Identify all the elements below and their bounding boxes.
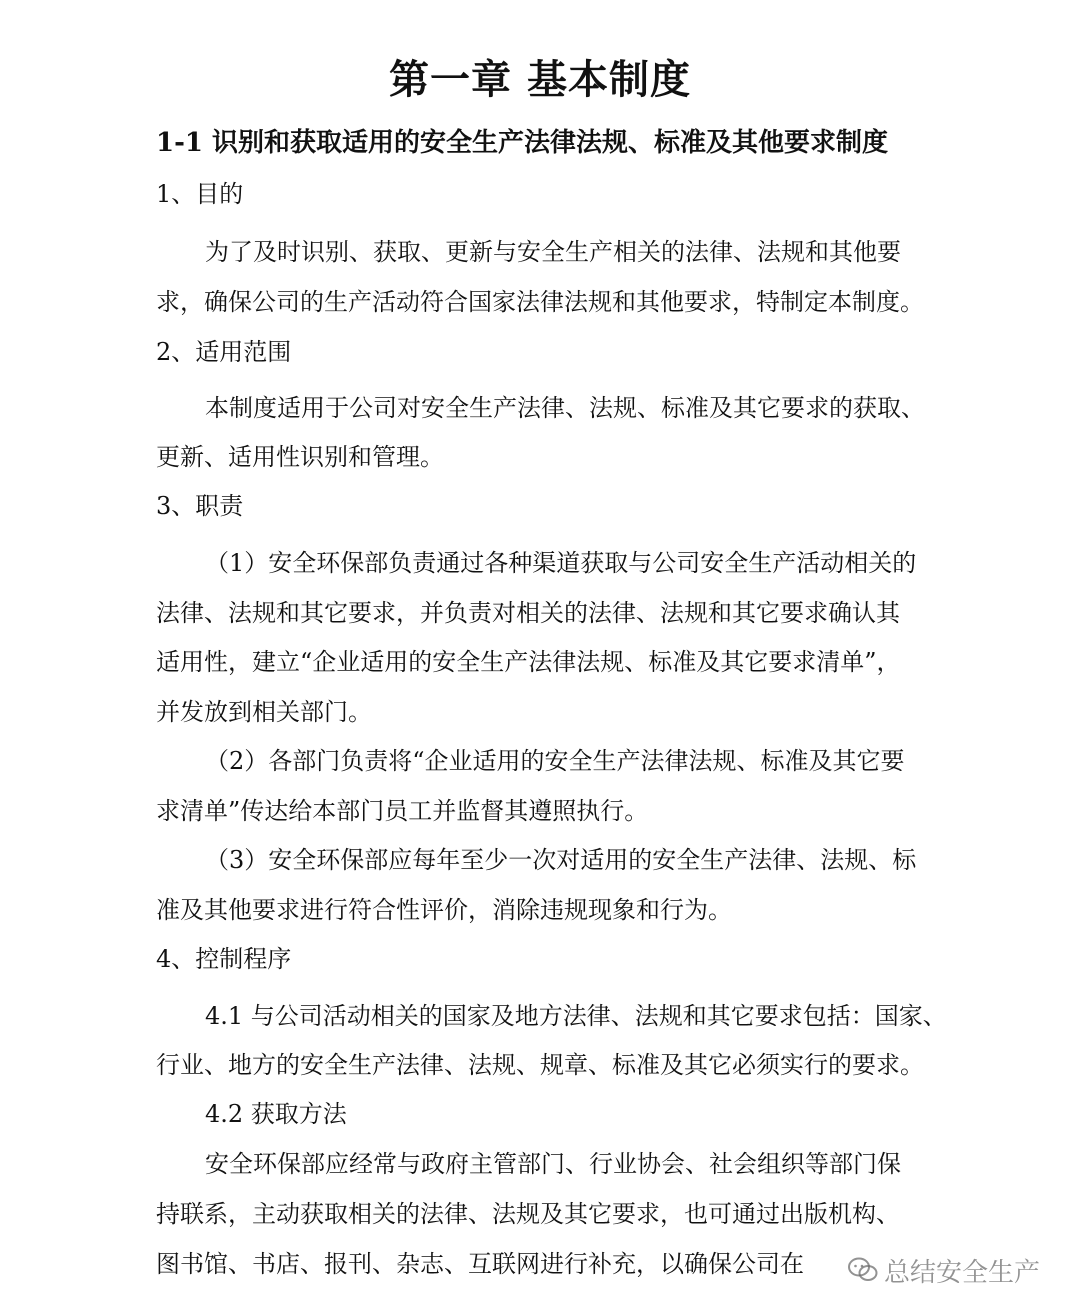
paragraph-line: 行业、地方的安全生产法律、法规、规章、标准及其它必须实行的要求。 (156, 1051, 924, 1079)
paragraph-line: 安全环保部应经常与政府主管部门、行业协会、社会组织等部门保 (205, 1150, 901, 1178)
paragraph-line: 更新、适用性识别和管理。 (156, 443, 444, 471)
watermark-text: 总结安全生产 (884, 1257, 1041, 1288)
paragraph-line: 求，确保公司的生产活动符合国家法律法规和其他要求，特制定本制度。 (156, 288, 924, 316)
paragraph-line: 求清单”传达给本部门员工并监督其遵照执行。 (156, 797, 649, 825)
subheading-acquisition: 4.2 获取方法 (205, 1100, 347, 1128)
paragraph-line: 适用性，建立“企业适用的安全生产法律法规、标准及其它要求清单”， (156, 648, 901, 676)
watermark (848, 1248, 1040, 1292)
chapter-title: 第一章 基本制度 (389, 56, 691, 103)
paragraph-line: （3）安全环保部应每年至少一次对适用的安全生产法律、法规、标 (205, 846, 917, 874)
heading-control-procedure: 4、控制程序 (156, 945, 292, 973)
heading-responsibility: 3、职责 (156, 492, 244, 520)
wechat-icon (848, 1257, 878, 1283)
paragraph-line: 准及其他要求进行符合性评价，消除违规现象和行为。 (156, 896, 732, 924)
paragraph-line: 4.1 与公司活动相关的国家及地方法律、法规和其它要求包括：国家、 (205, 1002, 947, 1030)
heading-purpose: 1、目的 (156, 180, 244, 208)
paragraph-line: 为了及时识别、获取、更新与安全生产相关的法律、法规和其他要 (205, 238, 901, 266)
paragraph-line: 图书馆、书店、报刊、杂志、互联网进行补充，以确保公司在 (156, 1250, 804, 1278)
paragraph-line: （1）安全环保部负责通过各种渠道获取与公司安全生产活动相关的 (205, 549, 917, 577)
paragraph-line: 法律、法规和其它要求，并负责对相关的法律、法规和其它要求确认其 (156, 599, 900, 627)
paragraph-line: 持联系，主动获取相关的法律、法规及其它要求，也可通过出版机构、 (156, 1200, 900, 1228)
paragraph-line: 本制度适用于公司对安全生产法律、法规、标准及其它要求的获取、 (205, 394, 925, 422)
paragraph-line: （2）各部门负责将“企业适用的安全生产法律法规、标准及其它要 (205, 747, 905, 775)
heading-scope: 2、适用范围 (156, 338, 292, 366)
paragraph-line: 并发放到相关部门。 (156, 698, 372, 726)
section-heading: 1-1 识别和获取适用的安全生产法律法规、标准及其他要求制度 (156, 128, 889, 158)
